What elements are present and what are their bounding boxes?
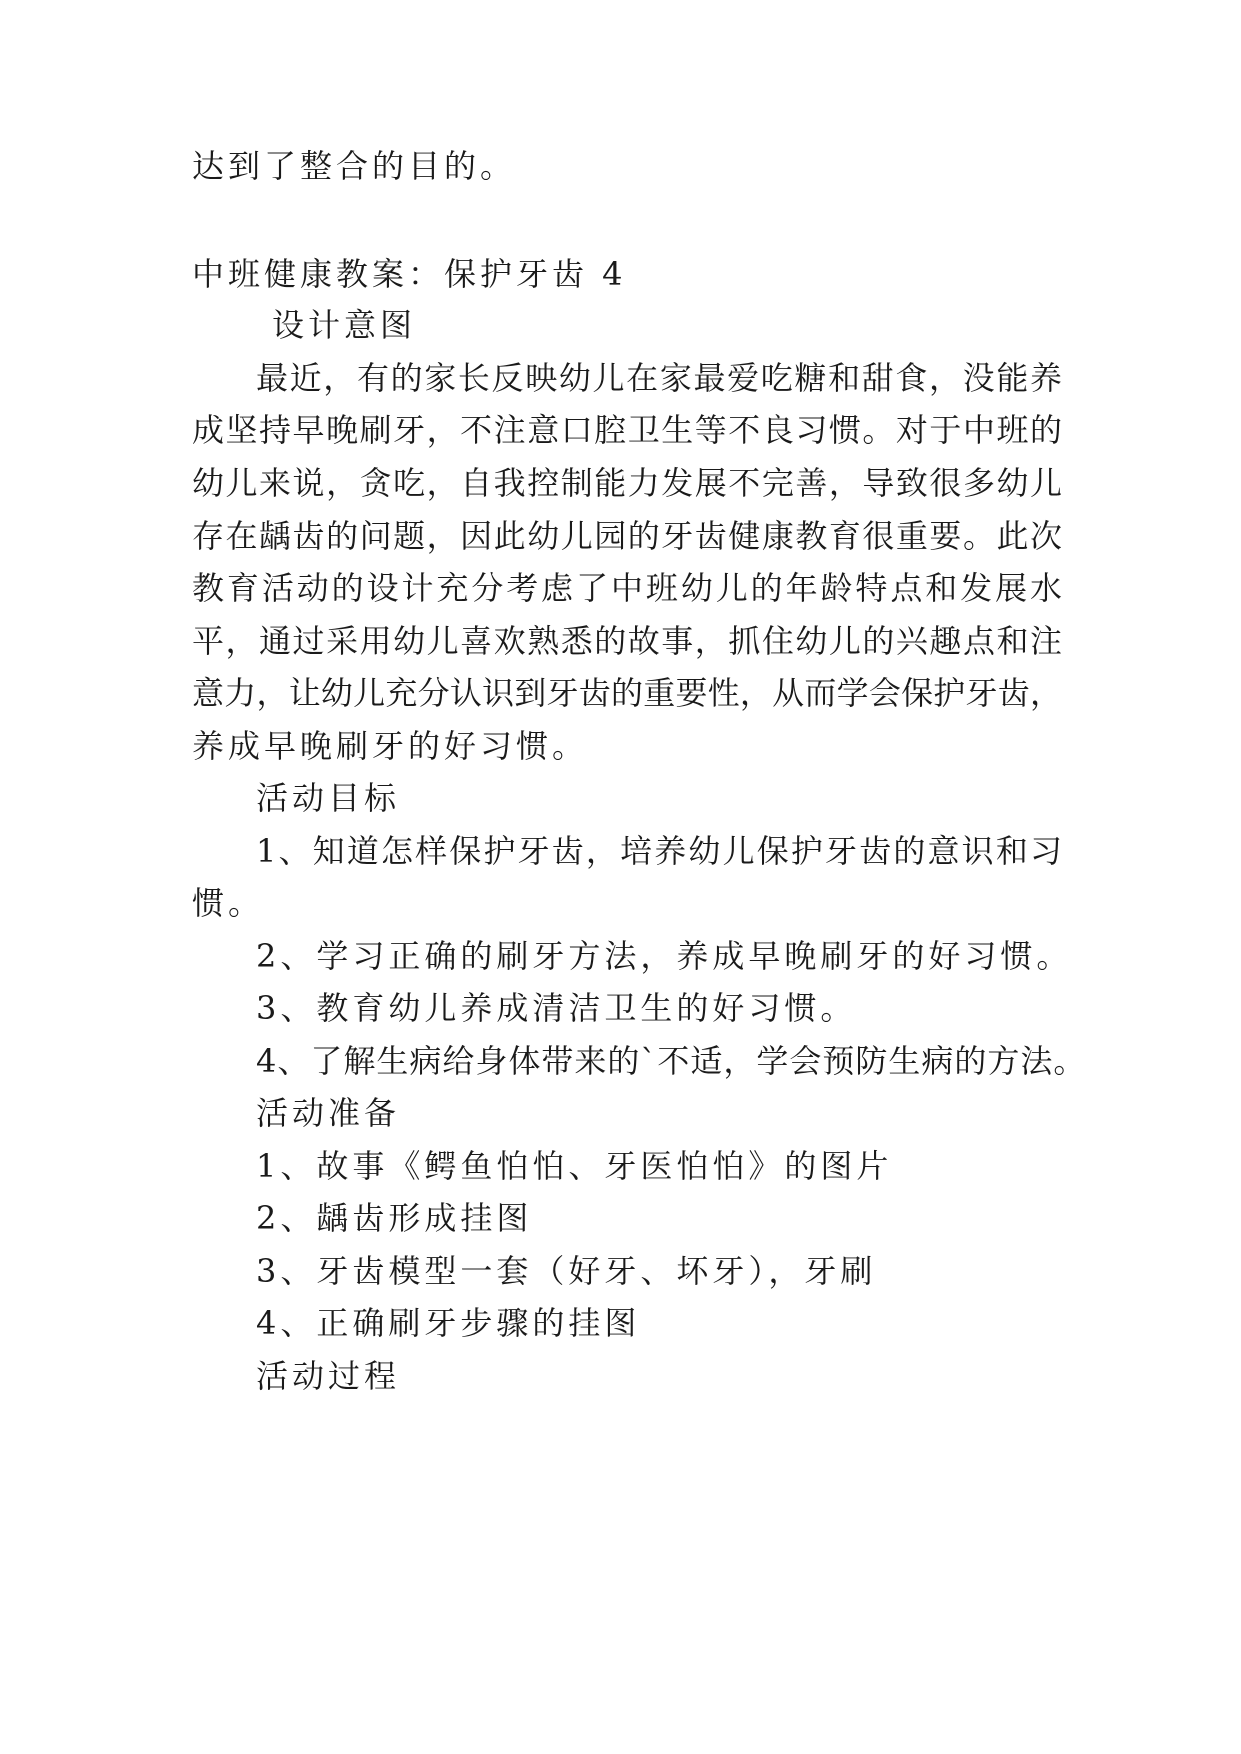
paragraph-line: 存在龋齿的问题，因此幼儿园的牙齿健康教育很重要。此次 [192, 517, 1062, 555]
paragraph-line: 教育活动的设计充分考虑了中班幼儿的年龄特点和发展水 [192, 569, 1062, 607]
paragraph-line: 养成早晚刷牙的好习惯。 [192, 727, 589, 765]
preparation-item: 4、正确刷牙步骤的挂图 [256, 1304, 641, 1342]
paragraph-line: 成坚持早晚刷牙，不注意口腔卫生等不良习惯。对于中班的 [192, 411, 1062, 449]
goal-item: 1、知道怎样保护牙齿，培养幼儿保护牙齿的意识和习 [256, 832, 1062, 870]
paragraph-line: 幼儿来说，贪吃，自我控制能力发展不完善，导致很多幼儿 [192, 464, 1062, 502]
subheading-activity-process: 活动过程 [256, 1357, 401, 1395]
subheading-design-intent: 设计意图 [272, 306, 417, 344]
subheading-activity-preparation: 活动准备 [256, 1094, 401, 1132]
goal-item-continued: 惯。 [192, 884, 265, 922]
preparation-item: 3、牙齿模型一套（好牙、坏牙），牙刷 [256, 1252, 877, 1290]
paragraph-line: 平，通过采用幼儿喜欢熟悉的故事，抓住幼儿的兴趣点和注 [192, 622, 1062, 660]
goal-item: 4、了解生病给身体带来的`不适，学会预防生病的方法。 [256, 1042, 1087, 1080]
subheading-activity-goals: 活动目标 [256, 779, 401, 817]
paragraph-line: 意力，让幼儿充分认识到牙齿的重要性，从而学会保护牙齿， [192, 674, 1062, 712]
goal-item: 3、教育幼儿养成清洁卫生的好习惯。 [256, 989, 857, 1027]
preparation-item: 1、故事《鳄鱼怕怕、牙医怕怕》的图片 [256, 1147, 893, 1185]
paragraph-line: 最近，有的家长反映幼儿在家最爱吃糖和甜食，没能养 [256, 359, 1062, 397]
goal-item: 2、学习正确的刷牙方法，养成早晚刷牙的好习惯。 [256, 937, 1073, 975]
paragraph-line: 达到了整合的目的。 [192, 147, 517, 185]
preparation-item: 2、龋齿形成挂图 [256, 1199, 533, 1237]
section-title: 中班健康教案：保护牙齿 4 [192, 255, 627, 293]
